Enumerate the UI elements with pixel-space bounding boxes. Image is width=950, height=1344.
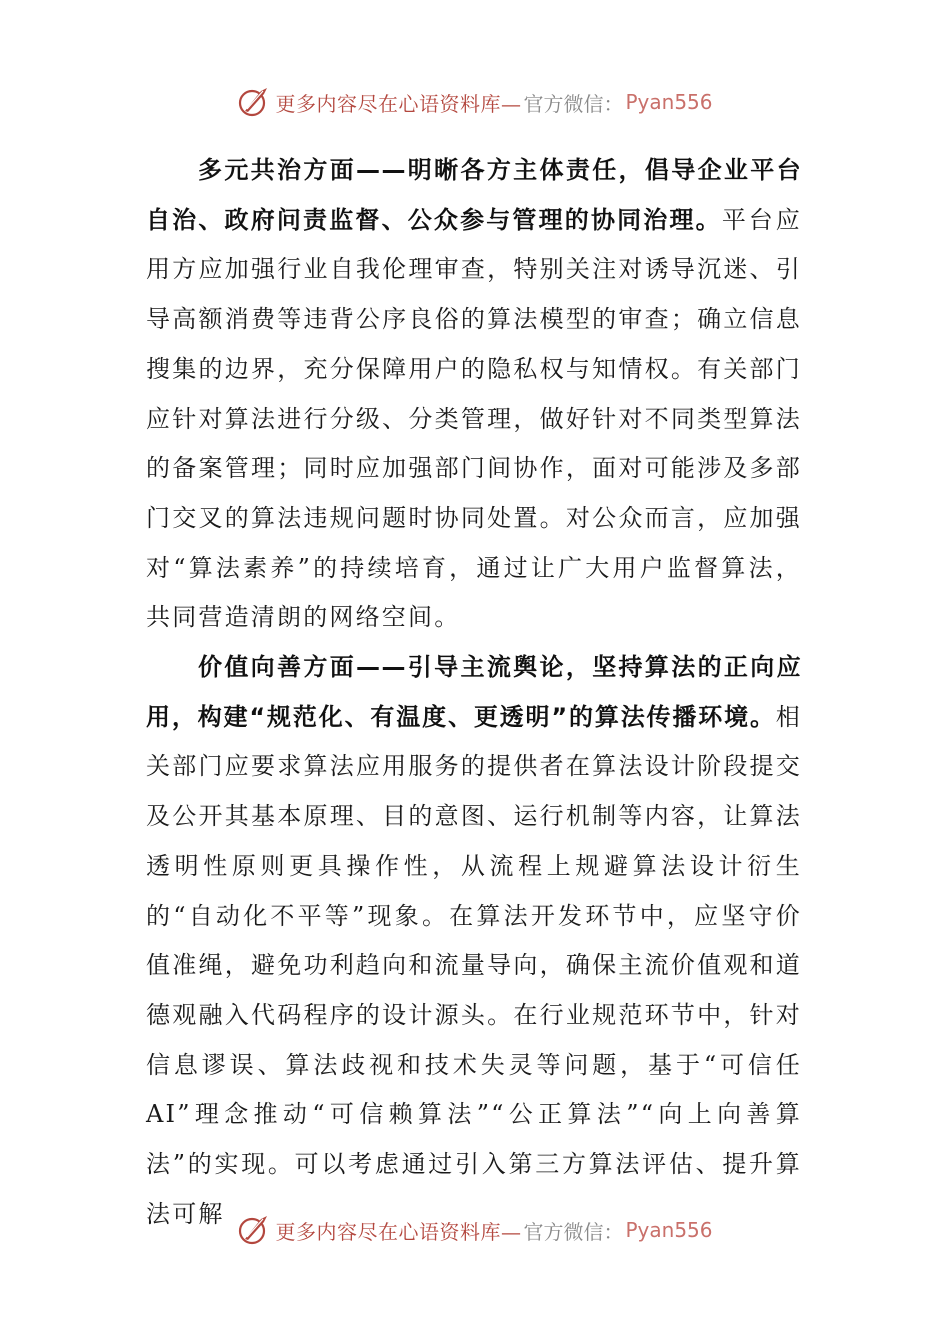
- paragraph-value-good: [146, 643, 802, 1239]
- watermark-text: 更多内容尽在心语资料库—: [275, 1219, 522, 1244]
- watermark-wechat-label: 官方微信：: [523, 91, 624, 116]
- watermark-text: 更多内容尽在心语资料库—: [275, 91, 522, 116]
- paragraph-text: 相关部门应要求算法应用服务的提供者在算法设计阶段提交及公开其基本原理、目的意图、运行机制等内容，让算法透明性原则更具操作性，从流程上规避算法设计衍生的“自动化不平等”现象。在算法开发环节中，应坚守价值准绳，避免功利趋向和流量导向，确保主流价值观和道德观融入代码程序的设计源头。在行业规范环节中，针对信息谬误、算法歧视和技术失灵等问题，基于“可信任AI”理念推动“可信赖算法”“公正算法”“向上向善算法”的实现。可以考虑通过引入第三方算法评估、提升算法可解: [146, 702, 802, 1228]
- footer-watermark: [0, 1210, 950, 1250]
- paragraph-multi-governance: [146, 146, 802, 643]
- watermark-wechat-id: Pyan556: [625, 90, 713, 114]
- quill-circle-icon: [237, 85, 271, 119]
- watermark-wechat-label: 官方微信：: [523, 1219, 624, 1244]
- document-body: [146, 146, 802, 1239]
- quill-circle-icon: [237, 1213, 271, 1247]
- watermark-wechat-id: Pyan556: [625, 1218, 713, 1242]
- paragraph-lead: 多元共治方面——明晰各方主体责任，倡导企业平台自治、政府问责监督、公众参与管理的协同治理。: [146, 156, 802, 234]
- header-watermark: [0, 82, 950, 122]
- paragraph-text: 平台应用方应加强行业自我伦理审查，特别关注对诱导沉迷、引导高额消费等违背公序良俗的算法模型的审查；确立信息搜集的边界，充分保障用户的隐私权与知情权。有关部门应针对算法进行分级、分类管理，做好针对不同类型算法的备案管理；同时应加强部门间协作，面对可能涉及多部门交叉的算法违规问题时协同处置。对公众而言，应加强对“算法素养”的持续培育，通过让广大用户监督算法，共同营造清朗的网络空间。: [146, 205, 802, 632]
- paragraph-lead: 价值向善方面——引导主流舆论，坚持算法的正向应用，构建“规范化、有温度、更透明”的算法传播环境。: [146, 653, 802, 731]
